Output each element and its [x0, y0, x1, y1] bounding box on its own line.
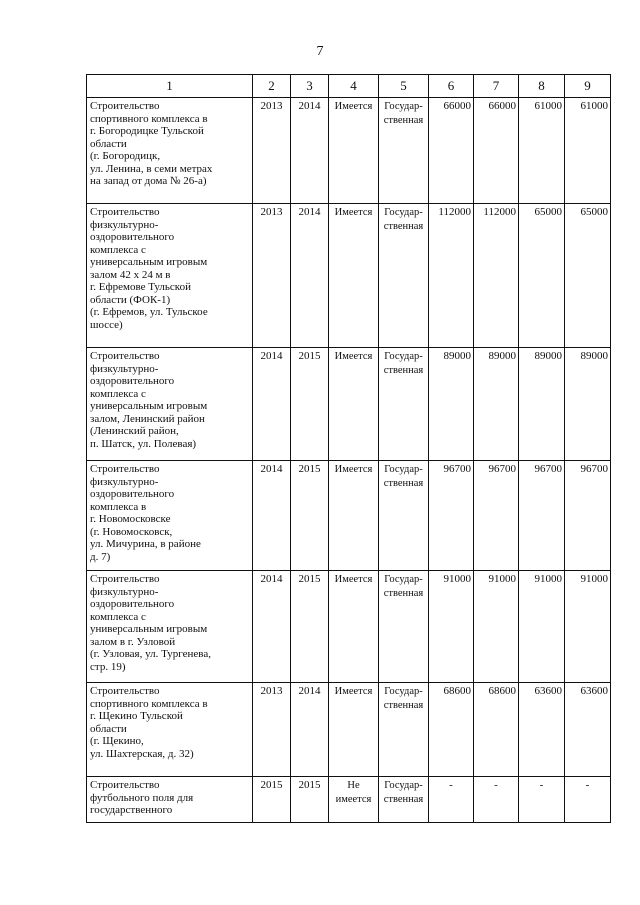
project-name-cell: [87, 683, 253, 777]
project-name-line: (г. Богородицк,: [90, 150, 161, 162]
amount-cell: 66000: [474, 98, 519, 204]
end-year-cell: 2014: [291, 683, 329, 777]
project-name-line: на запад от дома № 26-а): [90, 175, 207, 187]
amount-cell: 112000: [429, 204, 474, 348]
project-name-line: п. Шатск, ул. Полевая): [90, 437, 197, 450]
project-name-line: области (ФОК-1): [90, 293, 171, 306]
end-year-cell: 2014: [291, 204, 329, 348]
amount-cell: 61000: [519, 98, 565, 204]
amount-cell: 89000: [565, 348, 611, 461]
amount-cell: 65000: [519, 204, 565, 348]
table-row: [87, 777, 611, 823]
project-name-line: физкультурно-: [90, 218, 159, 231]
documentation-cell: Имеется: [329, 98, 379, 204]
project-name-line: ул. Шахтерская, д. 32): [90, 747, 194, 760]
project-name-line: оздоровительного: [90, 598, 175, 610]
documentation-cell: Имеется: [329, 571, 379, 683]
header-cell: 1: [87, 75, 253, 98]
ownership-cell: Государ-ственная: [379, 98, 429, 204]
amount-cell: 91000: [519, 571, 565, 683]
project-name-line: комплекса с: [90, 610, 146, 623]
header-row: [87, 75, 611, 98]
amount-cell: 63600: [565, 683, 611, 777]
amount-cell: 89000: [519, 348, 565, 461]
project-name-cell: [87, 348, 253, 461]
header-cell: 6: [429, 75, 474, 98]
end-year-cell: 2015: [291, 461, 329, 571]
end-year-cell: 2015: [291, 777, 329, 823]
project-name-line: универсальным игровым: [90, 400, 208, 412]
ownership-cell: Государ-ственная: [379, 571, 429, 683]
amount-cell: 89000: [474, 348, 519, 461]
construction-projects-table: [86, 74, 611, 823]
amount-cell: -: [474, 777, 519, 823]
project-name-line: ул. Ленина, в семи метрах: [90, 162, 213, 175]
project-name-line: Строительство: [90, 779, 160, 791]
start-year-cell: 2015: [253, 777, 291, 823]
project-name-line: (г. Новомосковск,: [90, 525, 173, 538]
ownership-cell: Государ-ственная: [379, 777, 429, 823]
documentation-cell: Имеется: [329, 683, 379, 777]
project-name-line: (Ленинский район,: [90, 425, 179, 437]
amount-cell: 66000: [429, 98, 474, 204]
project-name-line: оздоровительного: [90, 231, 175, 243]
project-name-cell: [87, 98, 253, 204]
table-row: [87, 461, 611, 571]
amount-cell: 68600: [474, 683, 519, 777]
amount-cell: 112000: [474, 204, 519, 348]
project-name-line: г. Богородицке Тульской: [90, 125, 204, 137]
start-year-cell: 2014: [253, 348, 291, 461]
project-name-line: комплекса в: [90, 500, 147, 513]
amount-cell: -: [565, 777, 611, 823]
project-name-line: залом, Ленинский район: [90, 412, 205, 425]
project-name-line: спортивного комплекса в: [90, 112, 208, 125]
amount-cell: 61000: [565, 98, 611, 204]
amount-cell: 91000: [474, 571, 519, 683]
start-year-cell: 2013: [253, 204, 291, 348]
page-number: 7: [316, 44, 324, 59]
project-name-line: Строительство: [90, 685, 160, 697]
documentation-cell: Имеется: [329, 348, 379, 461]
amount-cell: 63600: [519, 683, 565, 777]
end-year-cell: 2014: [291, 98, 329, 204]
amount-cell: -: [429, 777, 474, 823]
project-name-line: залом в г. Узловой: [90, 635, 176, 648]
project-name-line: д. 7): [90, 550, 111, 563]
project-name-line: (г. Узловая, ул. Тургенева,: [90, 648, 211, 660]
project-name-line: Строительство: [90, 350, 160, 362]
project-name-line: универсальным игровым: [90, 256, 208, 268]
ownership-cell: Государ-ственная: [379, 461, 429, 571]
project-name-line: г. Щекино Тульской: [90, 710, 183, 722]
project-name-cell: [87, 777, 253, 823]
project-name-line: Строительство: [90, 463, 160, 475]
amount-cell: 68600: [429, 683, 474, 777]
ownership-cell: Государ-ственная: [379, 204, 429, 348]
documentation-cell: Имеется: [329, 204, 379, 348]
table-row: [87, 348, 611, 461]
project-name-cell: [87, 204, 253, 348]
project-name-line: г. Новомосковске: [90, 513, 171, 525]
start-year-cell: 2014: [253, 461, 291, 571]
amount-cell: -: [519, 777, 565, 823]
amount-cell: 96700: [474, 461, 519, 571]
table-row: [87, 204, 611, 348]
amount-cell: 65000: [565, 204, 611, 348]
amount-cell: 96700: [429, 461, 474, 571]
project-name-line: области: [90, 722, 127, 735]
project-name-line: физкультурно-: [90, 362, 159, 375]
header-cell: 4: [329, 75, 379, 98]
header-cell: 3: [291, 75, 329, 98]
header-cell: 8: [519, 75, 565, 98]
project-name-line: комплекса с: [90, 387, 146, 400]
ownership-cell: Государ-ственная: [379, 683, 429, 777]
project-name-line: залом 42 х 24 м в: [90, 268, 171, 281]
header-cell: 5: [379, 75, 429, 98]
header-cell: 9: [565, 75, 611, 98]
project-name-cell: [87, 571, 253, 683]
start-year-cell: 2014: [253, 571, 291, 683]
documentation-cell: Не имеется: [329, 777, 379, 823]
project-name-line: футбольного поля для: [90, 791, 194, 804]
project-name-line: Строительство: [90, 206, 160, 218]
start-year-cell: 2013: [253, 98, 291, 204]
project-name-line: г. Ефремове Тульской: [90, 281, 191, 293]
end-year-cell: 2015: [291, 348, 329, 461]
project-name-line: оздоровительного: [90, 375, 175, 387]
start-year-cell: 2013: [253, 683, 291, 777]
project-name-line: Строительство: [90, 100, 160, 112]
project-name-cell: [87, 461, 253, 571]
project-name-line: Строительство: [90, 573, 160, 585]
header-cell: 7: [474, 75, 519, 98]
project-name-line: стр. 19): [90, 660, 126, 673]
table-row: [87, 98, 611, 204]
project-name-line: физкультурно-: [90, 475, 159, 488]
project-name-line: (г. Ефремов, ул. Тульское: [90, 306, 208, 318]
amount-cell: 89000: [429, 348, 474, 461]
project-name-line: ул. Мичурина, в районе: [90, 538, 201, 550]
amount-cell: 91000: [429, 571, 474, 683]
end-year-cell: 2015: [291, 571, 329, 683]
table-row: [87, 571, 611, 683]
project-name-line: спортивного комплекса в: [90, 697, 208, 710]
header-cell: 2: [253, 75, 291, 98]
ownership-cell: Государ-ственная: [379, 348, 429, 461]
project-name-line: физкультурно-: [90, 585, 159, 598]
project-name-line: государственного: [90, 804, 173, 816]
project-name-line: универсальным игровым: [90, 623, 208, 635]
project-name-line: комплекса с: [90, 243, 146, 256]
documentation-cell: Имеется: [329, 461, 379, 571]
project-name-line: области: [90, 137, 127, 150]
amount-cell: 96700: [565, 461, 611, 571]
amount-cell: 96700: [519, 461, 565, 571]
amount-cell: 91000: [565, 571, 611, 683]
table-row: [87, 683, 611, 777]
project-name-line: оздоровительного: [90, 488, 175, 500]
project-name-line: шоссе): [90, 318, 123, 331]
project-name-line: (г. Щекино,: [90, 735, 144, 747]
